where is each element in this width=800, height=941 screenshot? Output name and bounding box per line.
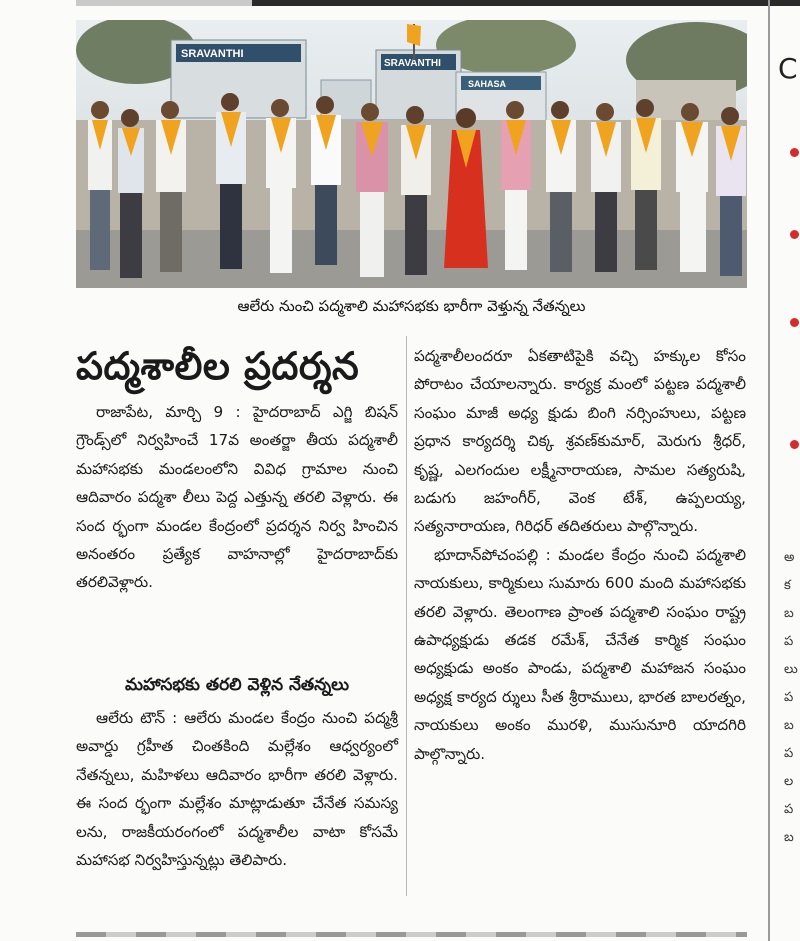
- line: ర్భంగా మల్లేశం మాట్లాడుతూ చేనేత సమస్య: [135, 794, 398, 813]
- line: లను, రాజకీయరంగంలో పద్మశాలీల వాటా: [76, 822, 346, 841]
- line: పద్మశాలి మహాజన సంఘం అధ్యక్ష కార్యద: [414, 659, 747, 706]
- top-rule-left: [76, 0, 252, 6]
- sidebar-fragment: ప: [784, 746, 794, 761]
- line: ర్శులు సీత శ్రీరాములు, భారత బాలరత్నం,: [502, 687, 746, 706]
- line: మల్లేశం ఆధ్వర్యంలో నేతన్నలు, మహిళలు: [76, 737, 399, 784]
- line: టేశ్, ఉప్పలయ్య, సత్యనారాయణ, గిరిధర్: [414, 489, 746, 536]
- line: లీలు పెద్ద ఎత్తున్న తరలి వెళ్లారు. ఈ సంద: [76, 488, 399, 535]
- top-rule-right: [252, 0, 800, 6]
- line: రాష్ట్ర ఉపాధ్యక్షుడు తడక రమేశ్, చేనేత: [414, 602, 747, 650]
- line: హైదరాబాద్‌కు తరలివెళ్లారు.: [76, 545, 398, 592]
- sidebar-fragment-letter: C: [778, 52, 798, 85]
- sidebar-fragment: ప: [784, 802, 794, 817]
- line: కోసమే మహాసభ నిర్వహిస్తున్నట్లు తెలిపారు.: [76, 822, 398, 870]
- line: బిషన్ గ్రౌండ్స్‌లో నిర్వహించే 17వ అంతర్జా: [76, 403, 399, 450]
- sidebar-fragment: లు: [784, 662, 798, 677]
- article-column-1: [76, 398, 398, 597]
- sidebar-fragment: బ: [784, 830, 794, 845]
- sidebar-bullet-icon: [790, 148, 799, 157]
- sidebar-bullet-icon: [790, 440, 799, 449]
- column-divider: [406, 336, 407, 896]
- sidebar-fragment: ప: [784, 690, 794, 705]
- sidebar-fragment: అ: [784, 550, 795, 565]
- line: నుంచి పద్మశ్రీ అవార్డు గ్రహీత చింతకింది: [76, 709, 398, 756]
- line: కోసం పోరాటం చేయాలన్నారు. కార్యక్ర: [414, 347, 746, 394]
- line: సుమారు 600 మంది మహాసభకు తరలి: [414, 574, 746, 621]
- bus-sign-3: SAHASA: [468, 79, 507, 89]
- article-subheading: మహాసభకు తరలి వెళ్లిన నేతన్నలు: [124, 675, 350, 695]
- line: ఆలేరు టౌన్ : ఆలేరు మండల కేంద్రం: [96, 709, 316, 727]
- sidebar-bullet-icon: [790, 318, 799, 327]
- sidebar-bullet-icon: [790, 230, 799, 239]
- line: కార్యదర్శి చిక్క శ్రవణ్‌కుమార్, మెరుగు: [462, 432, 702, 451]
- photo-caption: ఆలేరు నుంచి పద్మశాలి మహాసభకు భారీగా వెళ్తున్న నేతన్నలు: [237, 297, 586, 315]
- line: మంలో పట్టణ పద్మశాలీ సంఘం మాజీ అధ్య: [414, 375, 747, 422]
- line: నుంచి పద్మశాలి నాయకులు, కార్మికులు: [414, 545, 747, 593]
- sidebar-fragment: క: [784, 578, 791, 593]
- article-headline: పద్మశాలీల ప్రదర్శన: [76, 344, 360, 388]
- line: క్షుడు బింగి నర్సింహులు, పట్టణ ప్రధాన: [414, 403, 747, 451]
- sidebar-fragment: బ: [784, 718, 794, 733]
- line: పద్మశాలీలందరూ ఏకతాటిపైకి వచ్చి హక్కుల: [414, 347, 701, 365]
- sidebar-fragment: ప: [784, 634, 794, 649]
- line: యాదగిరి పాల్గొన్నారు.: [414, 716, 746, 763]
- line: తదితరులు పాల్గొన్నారు.: [557, 517, 699, 536]
- line: రాజాపేట, మార్చి 9 : హైదరాబాద్ ఎగ్జి: [96, 403, 353, 421]
- article-column-1b: [76, 704, 398, 874]
- bus-sign-2: SRAVANTHI: [384, 58, 441, 69]
- line: ర్భంగా మండల కేంద్రంలో ప్రదర్శన నిర్వ: [112, 516, 346, 535]
- sidebar-fragment: ల: [784, 774, 794, 789]
- line: శ్రీధర్, కృష్ణ, ఎలగందుల లక్ష్మీనారాయణ,: [414, 432, 747, 479]
- line: ఆదివారం భారీగా తరలి వెళ్లారు. ఈ సంద: [76, 765, 398, 813]
- sidebar-fragment: బ: [784, 606, 794, 621]
- line: సామల సత్యరుషి, బడుగు జహంగీర్, వెంక: [414, 460, 746, 508]
- bottom-rule: [76, 932, 747, 937]
- bus-sign-1: SRAVANTHI: [181, 48, 244, 60]
- news-photo: [76, 20, 747, 288]
- line: భూదాన్‌పోచంపల్లి : మండల కేంద్రం: [434, 545, 646, 564]
- article-column-2: [414, 342, 746, 768]
- line: తీయ పద్మశాలీ మహాసభకు మండలంలోని: [76, 431, 398, 478]
- line: వెళ్లారు. తెలంగాణ ప్రాంత పద్మశాలి సంఘం: [452, 602, 709, 621]
- line: హించిన అనంతరం ప్రత్యేక వాహనాల్లో: [76, 516, 399, 564]
- line: నాయకులు అంకం మురళి, ముసునూరి: [414, 716, 677, 735]
- line: కార్మిక సంఘం అధ్యక్షుడు అంకం పాండు,: [414, 631, 746, 678]
- right-column-rule: [768, 0, 770, 941]
- line: వివిధ గ్రామాల నుంచి ఆదివారం పద్మశా: [76, 459, 398, 507]
